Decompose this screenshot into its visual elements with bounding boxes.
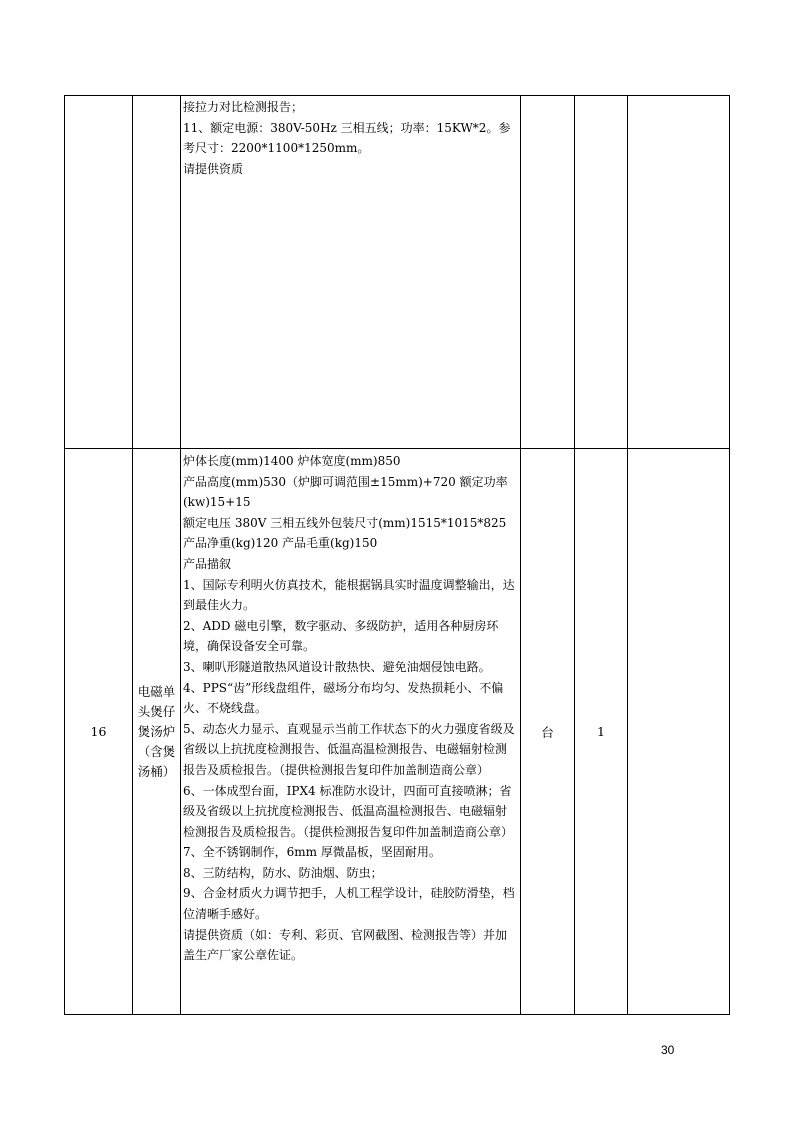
item-unit-cell <box>521 96 575 449</box>
item-quantity-cell <box>575 96 628 449</box>
spec-line: 3、喇叭形隧道散热风道设计散热快、避免油烟侵蚀电路。 <box>183 659 491 674</box>
spec-line: 1、国际专利明火仿真技术，能根据锅具实时温度调整输出，达到最佳火力。 <box>183 577 515 613</box>
table-row <box>65 96 730 449</box>
spec-table <box>64 95 730 1015</box>
spec-line: 6、一体成型台面，IPX4 标准防水设计，四面可直接喷淋；省级及省级以上抗扰度检测报告、低温高温检测报告、电磁辐射检测报告及质检报告。（提供检测报告复印件加盖制造商公章） <box>183 783 514 839</box>
spec-line: 产品净重(kg)120 产品毛重(kg)150 <box>183 536 378 551</box>
page-number: 30 <box>661 1043 675 1057</box>
table-row <box>65 449 730 1015</box>
item-spec-cell <box>181 96 521 449</box>
spec-text <box>181 449 520 966</box>
spec-line: 请提供资质 <box>183 161 244 176</box>
spec-line: 接拉力对比检测报告； <box>183 100 304 114</box>
item-spec-cell <box>181 449 521 1015</box>
spec-line: 11、额定电源：380V-50Hz 三相五线；功率：15KW*2。参考尺寸：2200*1100*1250mm。 <box>183 120 511 156</box>
spec-line: 4、PPS“齿”形线盘组件，磁场分布均匀、发热损耗小、不偏火、不烧线盘。 <box>183 680 504 716</box>
spec-line: 7、全不锈钢制作，6mm 厚微晶板，坚固耐用。 <box>183 845 441 860</box>
spec-line: 产品描叙 <box>183 556 232 571</box>
spec-line: 8、三防结构，防水、防油烟、防虫； <box>183 865 383 880</box>
spec-line: 5、动态火力显示、直观显示当前工作状态下的火力强度省级及省级以上抗扰度检测报告、低温高温检测报告、电磁辐射检测报告及质检报告。（提供检测报告复印件加盖制造商公章） <box>183 721 515 777</box>
spec-line: 请提供资质（如：专利、彩页、官网截图、检测报告等）并加盖生产厂家公章佐证。 <box>183 927 508 963</box>
spec-text <box>181 96 520 179</box>
item-number-cell <box>65 96 133 449</box>
item-name-cell <box>133 96 181 449</box>
item-quantity-cell: 1 <box>575 449 628 1015</box>
item-number-cell: 16 <box>65 449 133 1015</box>
spec-line: 炉体长度(mm)1400 炉体宽度(mm)850 <box>183 454 401 468</box>
item-remark-cell <box>628 96 730 449</box>
spec-line: 9、合金材质火力调节把手，人机工程学设计，硅胶防滑垫，档位清晰手感好。 <box>183 886 515 922</box>
item-remark-cell <box>628 449 730 1015</box>
spec-line: 2、ADD 磁电引擎，数字驱动、多级防护，适用各种厨房环境，确保设备安全可靠。 <box>183 618 499 654</box>
item-name-cell: 电磁单头煲仔煲汤炉（含煲汤桶） <box>133 449 181 1015</box>
item-unit-cell: 台 <box>521 449 575 1015</box>
spec-line: 产品高度(mm)530（炉脚可调范围±15mm)+720 额定功率(kw)15+15 <box>183 474 508 510</box>
spec-line: 额定电压 380V 三相五线外包装尺寸(mm)1515*1015*825 <box>183 515 507 530</box>
